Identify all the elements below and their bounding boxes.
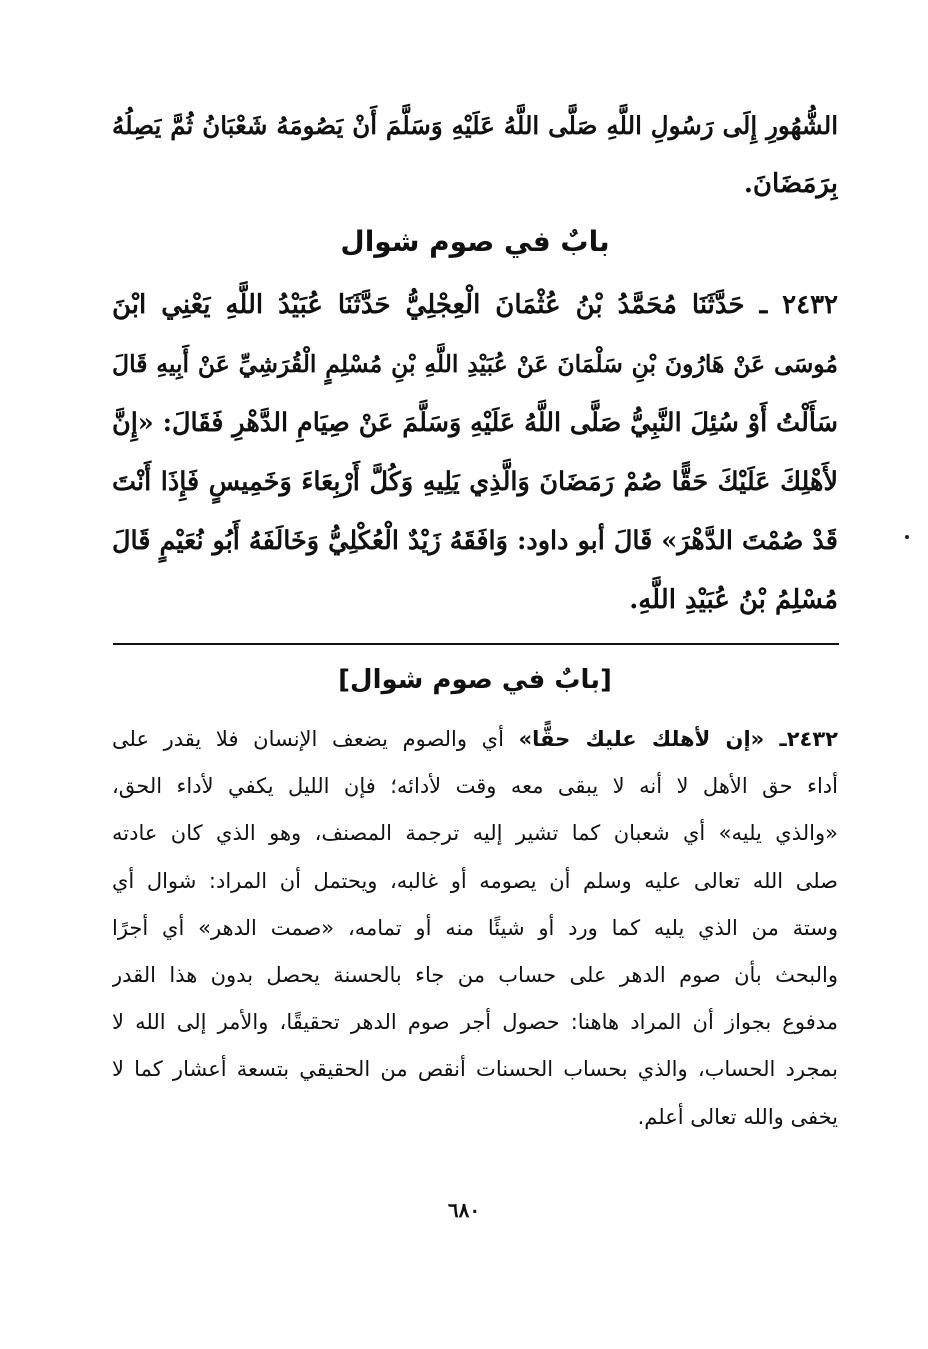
chapter-title: بابٌ في صوم شوال [340, 225, 610, 258]
continuation-text [112, 96, 838, 214]
hadith-line: قَدْ صُمْتَ الدَّهْرَ» قَالَ أبو داود: وَافَقَهُ زَيْدٌ الْعُكْلِيُّ وَخَالَفَهُ أَبُو نُعَيْمٍ قَالَ [112, 526, 838, 556]
commentary-lead: ٢٤٣٢ـ «إن لأهلك عليك حقًّا» [518, 727, 838, 751]
commentary-line: مدفوع بجواز أن المراد هاهنا: حصول أجر صوم الدهر تحقيقًا، والأمر إلى الله لا [112, 1010, 838, 1035]
commentary-line-rest: أي والصوم يضعف الإنسان فلا يقدر على [112, 727, 519, 751]
continuation-line: بِرَمَضَانَ. [743, 169, 838, 199]
page-number: ٦٨٠ [447, 1198, 481, 1222]
commentary-line: صلى الله تعالى عليه وسلم أن يصومه أو غالبه، ويحتمل أن المراد: شوال أي [112, 868, 838, 893]
hadith-line: مُسْلِمُ بْنُ عُبَيْدِ اللَّهِ. [629, 585, 838, 615]
hadith-text [112, 276, 838, 630]
commentary-line: والبحث بأن صوم الدهر على حساب من جاء بالحسنة يحصل بدون هذا القدر [112, 962, 838, 987]
commentary-title: [بابٌ في صوم شوال] [338, 665, 612, 695]
commentary-line: أداء حق الأهل لا أنه لا يبقى معه وقت لأدائه؛ فإن الليل يكفي لأداء الحق، [112, 774, 838, 799]
hadith-line: مُوسَى عَنْ هَارُونَ بْنِ سَلْمَانَ عَنْ عُبَيْدِ اللَّهِ بْنِ مُسْلِمٍ الْقُرَشِيِّ عَنْ أَبِيهِ قَالَ [112, 350, 838, 378]
commentary-line: يخفى والله تعالى أعلم. [637, 1104, 838, 1129]
continuation-line: الشُّهُورِ إِلَى رَسُولِ اللَّهِ صَلَّى اللَّهُ عَلَيْهِ وَسَلَّمَ أَنْ يَصُومَهُ شَعْبَانُ ثُمَّ يَصِلُهُ [112, 111, 838, 140]
section-divider [113, 643, 839, 645]
scan-speck [905, 535, 909, 539]
hadith-line: لأَهْلِكَ عَلَيْكَ حَقًّا صُمْ رَمَضَانَ وَالَّذِي يَلِيهِ وَكُلَّ أَرْبِعَاءَ وَخَمِيسٍ فَإِذَا أَنْتَ [112, 467, 838, 497]
commentary-text [112, 716, 838, 1141]
commentary-line: وستة من الذي يليه كما ورد أو شيئًا منه أو تمامه، «صمت الدهر» أي أجرًا [112, 915, 838, 940]
commentary-line: بمجرد الحساب، والذي بحساب الحسنات أنقص من الحقيقي بتسعة أعشار كما لا [112, 1057, 838, 1082]
commentary-line [112, 716, 838, 763]
hadith-line: ٢٤٣٢ ـ حَدَّثَنَا مُحَمَّدُ بْنُ عُثْمَانَ الْعِجْلِيُّ حَدَّثَنَا عُبَيْدُ اللَّهِ يَعْنِي ابْنَ [112, 290, 838, 320]
hadith-line: سَأَلْتُ أَوْ سُئِلَ النَّبِيُّ صَلَّى اللَّهُ عَلَيْهِ وَسَلَّمَ عَنْ صِيَامِ الدَّهْرِ فَقَالَ: «إِنَّ [112, 408, 838, 438]
commentary-line: «والذي يليه» أي شعبان كما تشير إليه ترجمة المصنف، وهو الذي كان عادته [112, 821, 838, 846]
